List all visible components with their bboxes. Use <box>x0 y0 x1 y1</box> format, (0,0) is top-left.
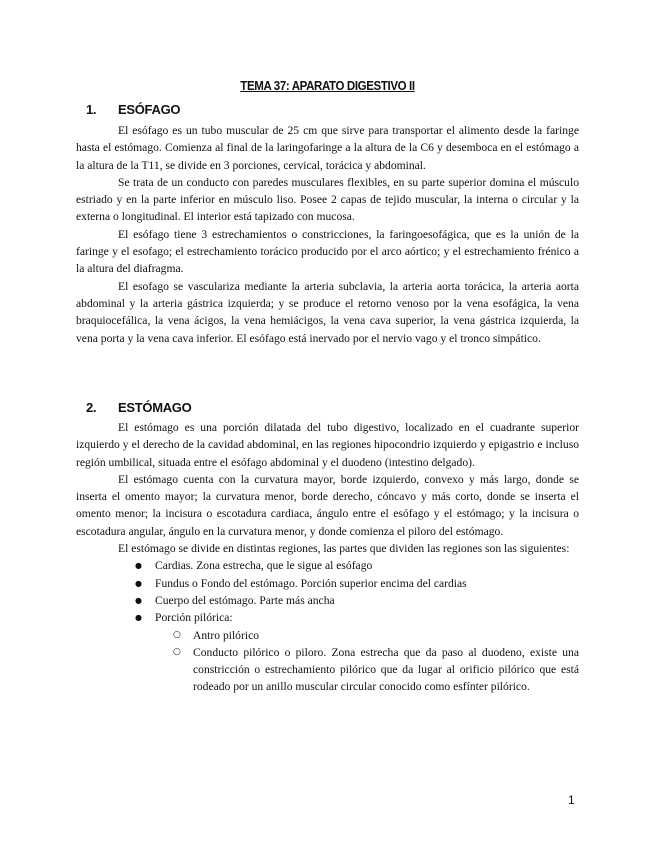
list-item-porcion-pilorica <box>76 609 579 695</box>
section-heading-esofago <box>86 102 180 117</box>
paragraph: El esófago es un tubo muscular de 25 cm que sirve para transportar el alimento desde la faringe hasta el estómago. Comienza al final de la laringofaringe a la altura de la C6 y desemboca en el estómago a la altura de la T11, se divide en 3 porciones, cervical, torácica y abdominal. <box>76 124 579 172</box>
paragraph: Se trata de un conducto con paredes musculares flexibles, en su parte superior domina el músculo estriado y en la parte inferior en músculo liso. Posee 2 capas de tejido muscular, la interna o circular y la externa o longitudinal. El interior está tapizado con mucosa. <box>76 175 579 224</box>
section-number: 2. <box>86 400 97 415</box>
sublist-item: ○ Conducto pilórico o piloro. Zona estrecha que da paso al duodeno, existe una constricción o estrechamiento pilórico que da lugar al orificio pilórico que está rodeado por un anillo muscular circular conocido como esfínter pilórico. <box>155 644 579 696</box>
list-item: ● Cuerpo del estómago. Parte más ancha <box>76 592 579 609</box>
section-number: 1. <box>86 102 97 117</box>
sublist-item: ○ Antro pilórico <box>155 627 579 644</box>
section-title: ESTÓMAGO <box>118 400 192 415</box>
sublist <box>155 627 579 696</box>
section-heading-estomago <box>86 400 191 415</box>
paragraph: El esofago se vasculariza mediante la arteria subclavia, la arteria aorta torácica, la arteria aorta abdominal y la arteria gástrica izquierda; y se produce el retorno venoso por la vena esofágica, la vena braquiocefálica, la vena ácigos, la vena hemiácigos, la vena cava superior, la vena gástrica izquierda, la vena porta y la vena cava inferior. El esófago está inervado por el nervio vago y el tronco simpático. <box>76 279 579 345</box>
list-item: ● Cardias. Zona estrecha, que le sigue al esófago <box>76 557 579 574</box>
section-title: ESÓFAGO <box>118 102 181 117</box>
paragraph: El estómago es una porción dilatada del tubo digestivo, localizado en el cuadrante superior izquierdo y el derecho de la cavidad abdominal, en las regiones hipocondrio izquierdo y epigastrio e incluso región umbilical, situada entre el esófago abdominal y el duodeno (intestino delgado). <box>76 421 579 469</box>
regions-list <box>76 557 579 695</box>
paragraph: El esófago tiene 3 estrechamientos o constricciones, la faringoesofágica, que es la unión de la faringe y el esofago; el estrechamiento torácico producido por el arco aórtico; y el estrechamiento frénico a la altura del diafragma. <box>76 227 579 276</box>
paragraph: El estómago se divide en distintas regiones, las partes que dividen las regiones son las siguientes: <box>118 542 570 556</box>
page-title: TEMA 37: APARATO DIGESTIVO II <box>240 79 415 93</box>
section-body-esofago <box>76 122 579 347</box>
page-number: 1 <box>568 793 575 807</box>
list-item-label: Porción pilórica: <box>155 611 233 625</box>
paragraph: El estómago cuenta con la curvatura mayor, borde izquierdo, convexo y más largo, donde se inserta el omento mayor; la curvatura menor, borde derecho, cóncavo y más corto, donde se inserta el omento menor; la incisura o escotadura cardiaca, ángulo entre el esófago y el estómago; y la incisura o escotadura angular, ángulo en la curvatura menor, y donde comienza el piloro del estómago. <box>76 472 579 538</box>
list-item: ● Fundus o Fondo del estómago. Porción superior encima del cardias <box>76 575 579 592</box>
section-body-estomago <box>76 419 579 696</box>
